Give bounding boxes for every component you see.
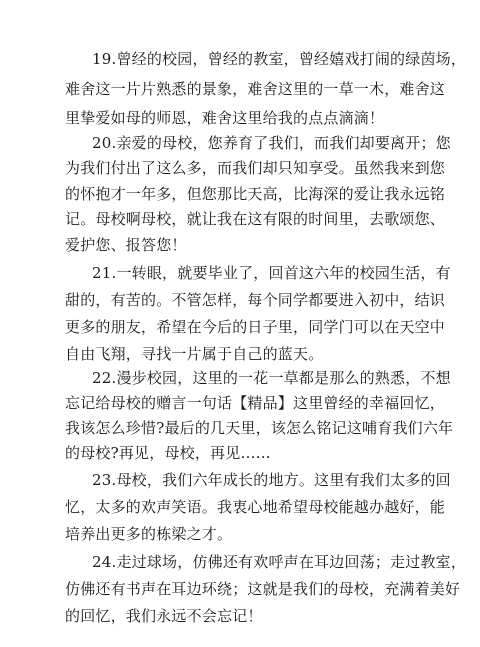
text-line: 20.亲爱的母校，您养育了我们，而我们却要离开；您 — [92, 134, 451, 152]
text-line: 培养出更多的栋梁之才。 — [65, 525, 233, 543]
text-line: 爱护您、报答您！ — [65, 236, 187, 254]
text-line: 记。母校啊母校，就让我在这有限的时间里，去歌颂您、 — [65, 210, 446, 228]
text-line: 22.漫步校园，这里的一花一草都是那么的熟悉，不想 — [92, 369, 451, 387]
text-line: 的母校?再见，母校，再见…… — [65, 444, 271, 462]
text-line: 的怀抱才一年多，但您那比天高，比海深的爱让我永远铭 — [65, 185, 446, 203]
text-line: 21.一转眼，就要毕业了，回首这六年的校园生活，有 — [92, 264, 451, 282]
text-line: 甜的，有苦的。不管怎样，每个同学都要进入初中，结识 — [65, 291, 446, 309]
text-line: 仿佛还有书声在耳边环绕；这就是我们的母校，充满着美好 — [65, 580, 461, 598]
text-line: 19.曾经的校园，曾经的教室，曾经嬉戏打闹的绿茵场， — [92, 50, 467, 68]
text-line: 24.走过球场，仿佛还有欢呼声在耳边回荡；走过教室， — [92, 553, 467, 571]
text-line: 忘记给母校的赠言一句话【精品】这里曾经的幸福回忆， — [65, 394, 446, 412]
text-line: 的回忆，我们永远不会忘记！ — [65, 607, 263, 625]
text-line: 难舍这一片片熟悉的景象，难舍这里的一草一木，难舍这 — [65, 80, 446, 98]
text-line: 23.母校，我们六年成长的地方。这里有我们太多的回 — [92, 471, 451, 489]
text-line: 忆，太多的欢声笑语。我衷心地希望母校能越办越好，能 — [65, 498, 446, 516]
text-line: 为我们付出了这么多，而我们却只知享受。虽然我来到您 — [65, 159, 446, 177]
text-line: 里挚爱如母的师恩，难舍这里给我的点点滴滴！ — [65, 109, 385, 127]
text-line: 自由飞翔，寻找一片属于自己的蓝天。 — [65, 345, 324, 363]
text-line: 我该怎么珍惜?最后的几天里，该怎么铭记这哺育我们六年 — [65, 419, 454, 437]
text-line: 更多的朋友，希望在今后的日子里，同学门可以在天空中 — [65, 318, 446, 336]
